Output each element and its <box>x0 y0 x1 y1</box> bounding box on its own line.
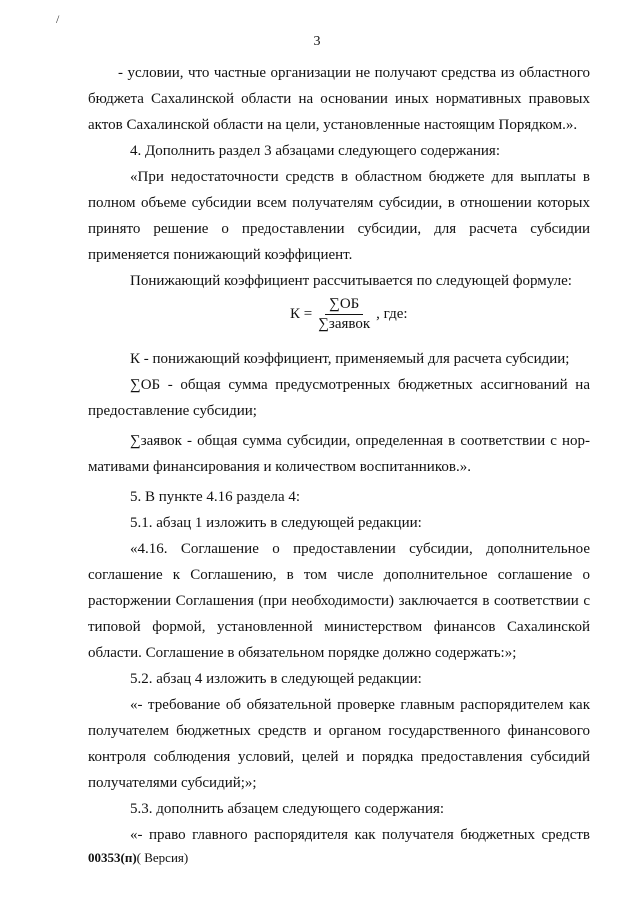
document-footer <box>88 850 188 866</box>
paragraph-k-definition: К - понижающий коэффициент, применяемый для расчета субсидии; <box>130 351 570 367</box>
paragraph-item-5-1: 5.1. абзац 1 изложить в следующей редакции: <box>130 515 422 531</box>
formula-fraction <box>314 296 374 333</box>
paragraph-zayavok-definition: ∑заявок - общая сумма субсидии, определенная в соответствии с нор- мативами финансирования и количеством воспитанников.». <box>88 433 590 475</box>
formula-numerator: ∑ОБ <box>325 296 363 315</box>
margin-mark: / <box>56 12 60 26</box>
paragraph-right-of-distributor: «- право главного распорядителя как получателя бюджетных средств <box>130 827 590 843</box>
reduction-coefficient-formula <box>290 296 408 333</box>
paragraph-insufficient-funds: «При недостаточности средств в областном бюджете для выплаты в полном объеме субсидии всем получателям субсидии, в отношении которых принято решение о предоставлении субсидии, для расчета субсидии применяется понижающий коэффициент. <box>88 169 590 263</box>
page-number: 3 <box>313 34 321 49</box>
paragraph-item-4: 4. Дополнить раздел 3 абзацами следующего содержания: <box>130 143 500 159</box>
formula-lhs: К = <box>290 306 313 322</box>
footer-code: 00353(п) <box>88 850 137 865</box>
paragraph-ob-definition: ∑ОБ - общая сумма предусмотренных бюджетных ассигнований на предоставление субсидии; <box>88 377 590 419</box>
paragraph-verification-requirement: «- требование об обязательной проверке главным распорядителем как получателем бюджетных средств и органом государственного финансового контроля соблюдения условий, целей и порядка предоставления субсидий получателями субсидий;»; <box>88 697 590 791</box>
paragraph-item-5-3: 5.3. дополнить абзацем следующего содержания: <box>130 801 445 817</box>
paragraph-formula-intro: Понижающий коэффициент рассчитывается по следующей формуле: <box>130 273 572 289</box>
paragraph-item-5: 5. В пункте 4.16 раздела 4: <box>130 489 301 505</box>
footer-version: ( Версия) <box>136 850 189 865</box>
paragraph-item-5-2: 5.2. абзац 4 изложить в следующей редакции: <box>130 671 422 687</box>
formula-suffix: , где: <box>376 306 408 322</box>
formula-denominator: ∑заявок <box>318 316 371 332</box>
paragraph-agreement-4-16: «4.16. Соглашение о предоставлении субсидии, дополнительное соглашение к Соглашению, в том числе дополнительное соглашение о расторжении Соглашения (при необходимости) заключается в соответствии с типовой формой, установленной министерством финансов Сахалинской области. Соглашение в обязательном порядке должно содержать:»; <box>88 541 590 661</box>
paragraph-condition: - условии, что частные организации не получают средства из областного бюджета Сахалинской области на основании иных нормативных правовых актов Сахалинской области на цели, установленные настоящим Порядком.». <box>88 65 590 133</box>
